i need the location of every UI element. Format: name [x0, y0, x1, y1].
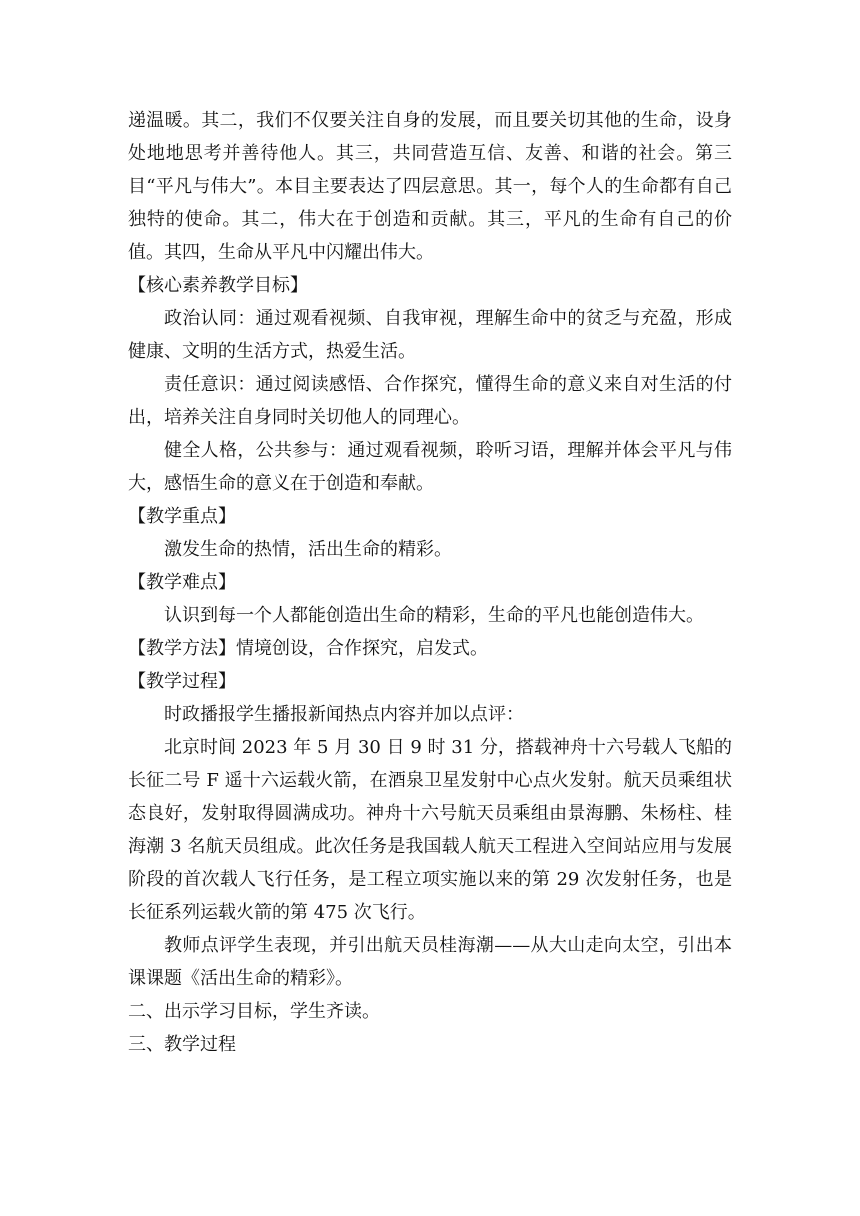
methods-line	[128, 632, 732, 665]
process-news-content: 北京时间 2023 年 5 月 30 日 9 时 31 分，搭载神舟十六号载人飞船的长征二号 F 遥十六运载火箭，在酒泉卫星发射中心点火发射。航天员乘组状态良好，发射取得圆满成功。神舟十六号航天员乘组由景海鹏、朱杨柱、桂海潮 3 名航天员组成。此次任务是我国载人航天工程进入空间站应用与发展阶段的首次载人飞行任务，是工程立项实施以来的第 29 次发射任务，也是长征系列运载火箭的第 475 次飞行。	[128, 737, 732, 923]
difficult-points-text: 认识到每一个人都能创造出生命的精彩，生命的平凡也能创造伟大。	[164, 605, 704, 626]
document-page	[128, 104, 732, 1061]
difficult-points-heading: 【教学难点】	[128, 572, 236, 593]
process-news-intro: 时政播报学生播报新闻热点内容并加以点评：	[164, 704, 524, 725]
key-points-heading: 【教学重点】	[128, 506, 236, 527]
section-three: 三、教学过程	[128, 1034, 236, 1055]
methods-text: 情境创设，合作探究，启发式。	[236, 638, 488, 659]
methods-heading: 【教学方法】	[128, 638, 236, 659]
goal-political: 政治认同：通过观看视频、自我审视，理解生命中的贫乏与充盈，形成健康、文明的生活方式，热爱生活。	[128, 308, 732, 362]
process-heading: 【教学过程】	[128, 671, 236, 692]
core-goals-heading: 【核心素养教学目标】	[128, 275, 308, 296]
goal-personality: 健全人格，公共参与：通过观看视频，聆听习语，理解并体会平凡与伟大，感悟生命的意义在于创造和奉献。	[128, 440, 732, 494]
key-points-text: 激发生命的热情，活出生命的精彩。	[164, 539, 452, 560]
process-teacher-comment: 教师点评学生表现，并引出航天员桂海潮——从大山走向太空，引出本课课题《活出生命的精彩》。	[128, 935, 732, 989]
intro-paragraph: 递温暖。其二，我们不仅要关注自身的发展，而且要关切其他的生命，设身处地地思考并善待他人。其三，共同营造互信、友善、和谐的社会。第三目“平凡与伟大”。本目主要表达了四层意思。其一，每个人的生命都有自己独特的使命。其二，伟大在于创造和贡献。其三，平凡的生命有自己的价值。其四，生命从平凡中闪耀出伟大。	[128, 110, 732, 263]
section-two: 二、出示学习目标，学生齐读。	[128, 1001, 380, 1022]
goal-responsibility: 责任意识：通过阅读感悟、合作探究，懂得生命的意义来自对生活的付出，培养关注自身同时关切他人的同理心。	[128, 374, 732, 428]
